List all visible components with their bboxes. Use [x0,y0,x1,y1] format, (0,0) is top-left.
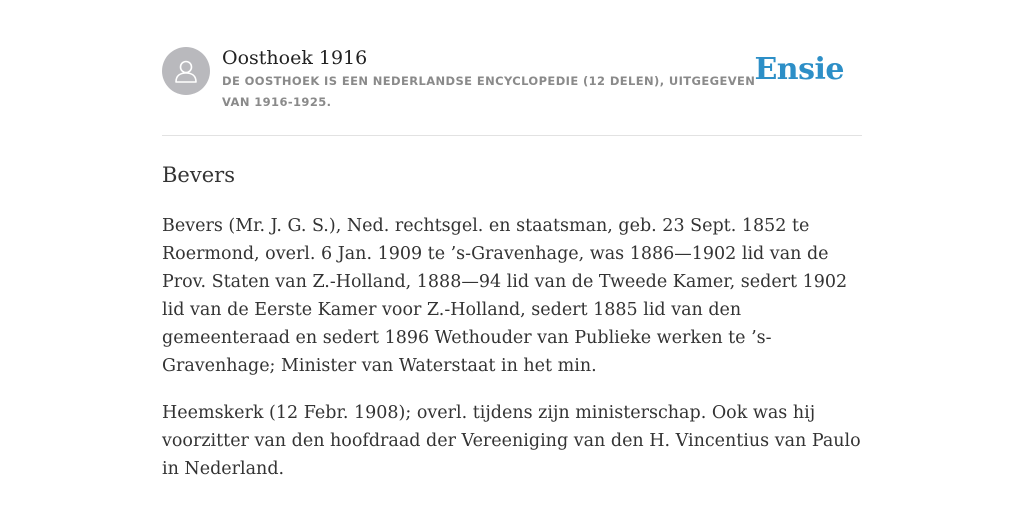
user-silhouette-icon [171,56,201,86]
entry-body [162,212,864,502]
source-description: DE OOSTHOEK IS EEN NEDERLANDSE ENCYCLOPEDIE (12 DELEN), UITGEGEVEN VAN 1916-1925. [222,74,756,109]
entry-paragraph: Heemskerk (12 Febr. 1908); overl. tijdens zijn ministerschap. Ook was hij voorzitter van den hoofdraad der Vereeniging van den H. Vincentius van Paulo in Nederland. [162,403,861,479]
source-avatar[interactable] [162,47,210,95]
entry-paragraph: Bevers (Mr. J. G. S.), Ned. rechtsgel. en staatsman, geb. 23 Sept. 1852 te Roermond, overl. 6 Jan. 1909 te ’s-Gravenhage, was 1886—1902 lid van de Prov. Staten van Z.-Holland, 1888—94 lid van de Tweede Kamer, sedert 1902 lid van de Eerste Kamer voor Z.-Holland, sedert 1885 lid van den gemeenteraad en sedert 1896 Wethouder van Publieke werken te ’s-Gravenhage; Minister van Waterstaat in het min. [162,216,848,376]
source-header [162,46,862,116]
source-title[interactable]: Oosthoek 1916 [222,47,368,69]
header-divider [162,135,862,136]
entry-title: Bevers [162,163,235,187]
ensie-logo[interactable]: Ensie [754,52,844,87]
